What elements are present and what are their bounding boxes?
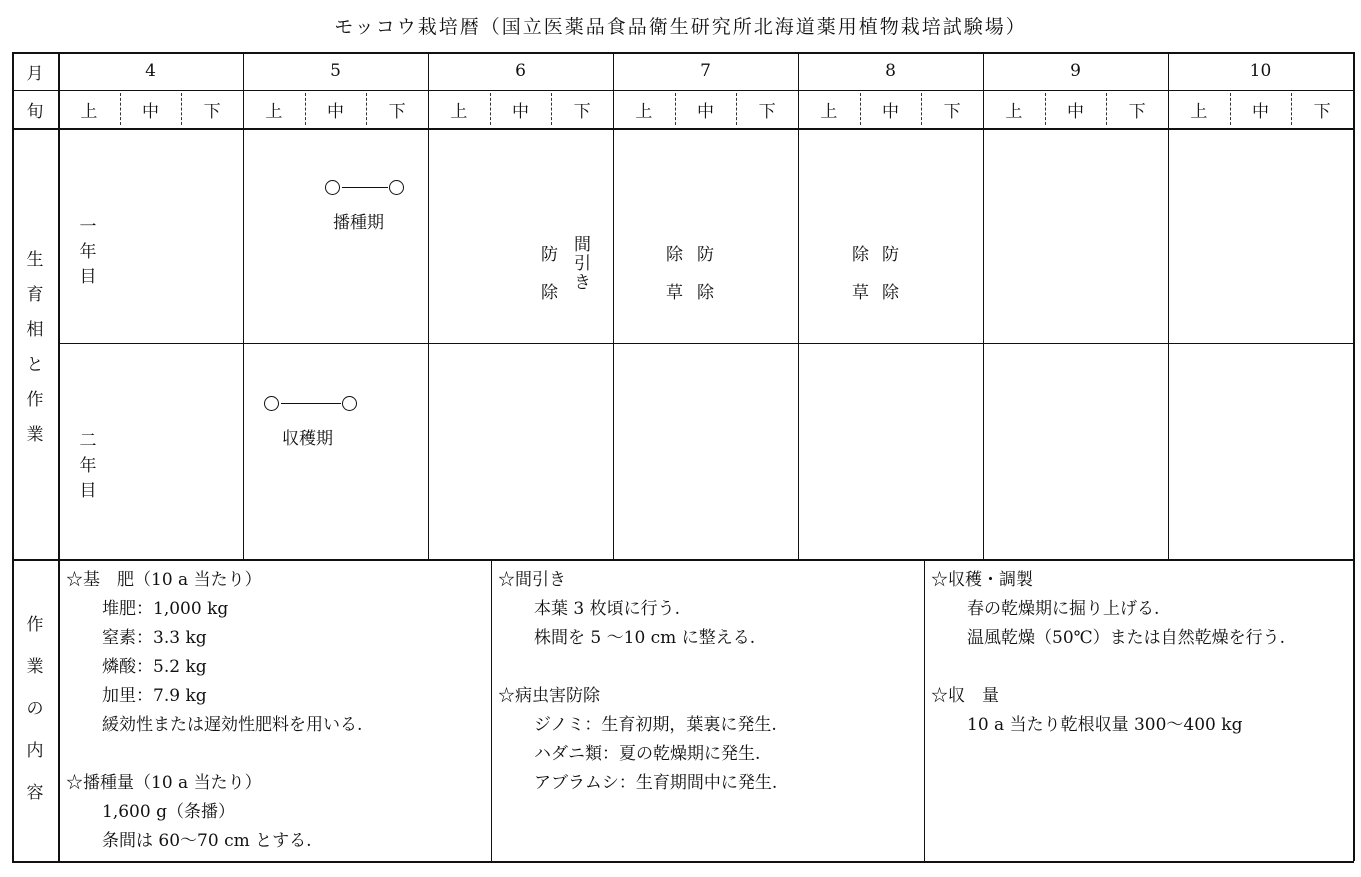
page-title: モッコウ栽培暦（国立医薬品食品衛生研究所北海道薬用植物栽培試験場）	[334, 16, 1027, 38]
grid-line	[12, 128, 1353, 130]
grid-line	[924, 559, 925, 861]
july-weeding: 除 草	[666, 245, 683, 303]
month-4: 4	[145, 61, 156, 81]
growth-work-section-label: 生 育 相 と 作 業	[26, 250, 44, 445]
thinning-heading: ☆間引き	[498, 570, 566, 590]
grid-line	[983, 52, 984, 559]
pest-heading: ☆病虫害防除	[498, 686, 600, 706]
year2-label: 二 年 目	[79, 431, 97, 501]
work-content-section-label: 作 業 の 内 容	[26, 615, 44, 803]
sowing-start-marker	[325, 180, 340, 195]
period-cell: 中	[881, 101, 899, 122]
period-cell: 下	[573, 101, 591, 122]
grid-line	[58, 343, 1353, 344]
period-cell: 上	[1005, 101, 1023, 122]
harvest-start-marker	[264, 396, 279, 411]
period-cell: 上	[265, 101, 283, 122]
sowing-end-marker	[389, 180, 404, 195]
period-cell: 下	[1313, 101, 1331, 122]
grid-line	[12, 559, 1353, 561]
harvest-heading: ☆収穫・調製	[931, 570, 1033, 590]
august-weeding: 除 草	[852, 245, 869, 303]
period-cell: 下	[203, 101, 221, 122]
month-5: 5	[330, 61, 341, 81]
yield-heading: ☆収 量	[931, 686, 999, 706]
month-9: 9	[1070, 61, 1081, 81]
august-pest-control: 防 除	[882, 245, 899, 303]
period-cell: 中	[511, 101, 529, 122]
thinning-task: 間 引 き	[574, 235, 591, 293]
period-cell: 下	[758, 101, 776, 122]
month-6: 6	[515, 61, 526, 81]
period-row-label: 旬	[26, 101, 44, 122]
grid-line	[428, 52, 429, 559]
month-8: 8	[885, 61, 896, 81]
grid-line	[613, 52, 614, 559]
period-cell: 上	[450, 101, 468, 122]
period-cell: 上	[1190, 101, 1208, 122]
month-10: 10	[1249, 61, 1272, 81]
period-cell: 下	[943, 101, 961, 122]
month-row-label: 月	[26, 63, 44, 84]
grid-line	[58, 52, 60, 861]
period-cell: 中	[1251, 101, 1269, 122]
period-cell: 上	[80, 101, 98, 122]
period-cell: 下	[1128, 101, 1146, 122]
grid-line	[12, 861, 1354, 863]
harvest-end-marker	[342, 396, 357, 411]
grid-line	[798, 52, 799, 559]
grid-line	[491, 559, 492, 861]
notes-fertilizer-seeding: ☆基 肥（10 a 当たり） 堆肥：1,000 kg 窒素：3.3 kg 燐酸：5.2 kg 加里：7.9 kg 緩効性または遅効性肥料を用いる. ☆播種量（10 a 当たり） 1,600 g（条播） 条間は 60～70 cm とする.	[66, 566, 362, 856]
period-cell: 上	[635, 101, 653, 122]
period-cell: 中	[141, 101, 159, 122]
fertilizer-heading: ☆基 肥（10 a 当たり）	[66, 570, 262, 590]
harvest-label: 収穫期	[282, 429, 333, 449]
month-7: 7	[700, 61, 711, 81]
notes-thinning-pests: ☆間引き 本葉 3 枚頃に行う. 株間を 5 ～10 cm に整える. ☆病虫害防除 ジノミ：生育初期，葉裏に発生. ハダニ類：夏の乾燥期に発生. アブラムシ：生育期間中に発生.	[498, 566, 777, 798]
thinning-pest-control: 防 除	[541, 245, 558, 303]
period-cell: 中	[1066, 101, 1084, 122]
seeding-heading: ☆播種量（10 a 当たり）	[66, 773, 262, 793]
period-cell: 中	[326, 101, 344, 122]
notes-harvest-yield: ☆収穫・調製 春の乾燥期に掘り上げる. 温風乾燥（50℃）または自然乾燥を行う. ☆収 量 10 a 当たり乾根収量 300～400 kg	[931, 566, 1285, 740]
july-pest-control: 防 除	[697, 245, 714, 303]
period-cell: 下	[388, 101, 406, 122]
period-cell: 上	[820, 101, 838, 122]
grid-line	[1168, 52, 1169, 559]
sowing-period-line	[342, 187, 388, 188]
grid-line	[1353, 52, 1355, 861]
sowing-label: 播種期	[333, 213, 384, 233]
year1-label: 一 年 目	[79, 217, 97, 287]
harvest-period-line	[281, 403, 341, 404]
grid-line	[243, 52, 244, 559]
period-cell: 中	[696, 101, 714, 122]
